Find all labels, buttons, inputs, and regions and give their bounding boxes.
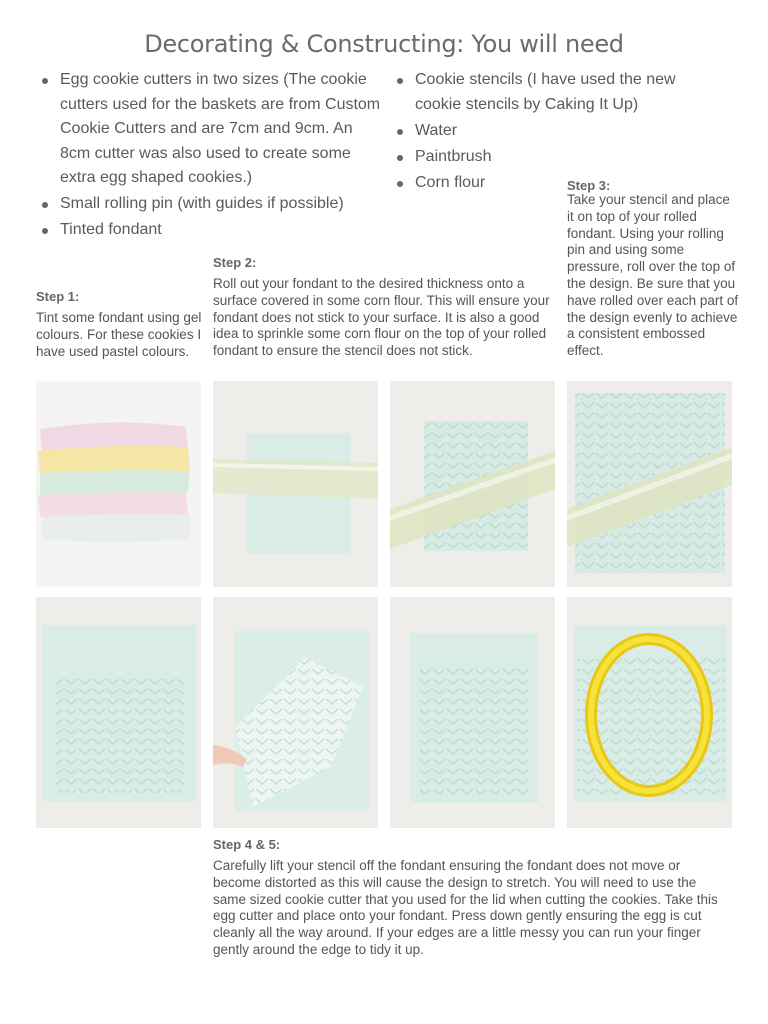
photo-egg-cutter [567,597,732,828]
photo-stencil-embossed [567,381,732,587]
list-item: Corn flour [392,171,722,196]
step45-text: Carefully lift your stencil off the fondant ensuring the fondant does not move or become distorted as this will cause the design to stretch. You will need to use the same sized cookie cutter that you used for the lid when cutting the cookies. Take this egg cutter and place onto your fondant. Press down gently ensuring the egg is cut cleanly all the way around. If your edges are a little messy you can run your finger gently around the edge to tidy it up. [213,858,718,957]
step1-text: Tint some fondant using gel colours. For these cookies I have used pastel colours. [36,310,202,359]
list-item: Egg cookie cutters in two sizes (The cookie cutters used for the baskets are from Custom Cookie Cutters and are 7cm and 9cm. An 8cm cutter was also used to create some extra egg shaped cookies.) [37,68,382,191]
step2-text: Roll out your fondant to the desired thickness onto a surface covered in some corn flour. This will ensure your fondant does not stick to your surface. It is also a good idea to sprinkle some corn flour on the top of your rolled fondant to ensure the stencil does not stick. [213,276,550,359]
photo-embossed-fondant [390,597,555,828]
photo-tinted-fondant-stack [36,381,201,587]
photo-rolling-fondant [213,381,378,587]
list-item: Cookie stencils (I have used the new cookie stencils by Caking It Up) [392,68,722,117]
step1-heading: Step 1: [36,289,80,304]
needs-list-right [392,68,722,197]
page-title: Decorating & Constructing: You will need [144,30,624,58]
step3-text: Take your stencil and place it on top of your rolled fondant. Using your rolling pin and using some pressure, roll over the top of the design. Be sure that you have rolled over each part of the design evenly to achieve a consistent embossed effect. [567,192,739,359]
photo-lifting-stencil [213,597,378,828]
step3-heading: Step 3: [567,178,611,193]
list-item: Paintbrush [392,145,722,170]
list-item: Water [392,119,722,144]
list-item: Tinted fondant [37,218,382,243]
step45-heading: Step 4 & 5: [213,837,281,852]
needs-list-left [37,68,382,244]
step2-heading: Step 2: [213,255,257,270]
photo-stencil-on-fondant [36,597,201,828]
list-item: Small rolling pin (with guides if possible) [37,192,382,217]
photo-stencil-rolling [390,381,555,587]
